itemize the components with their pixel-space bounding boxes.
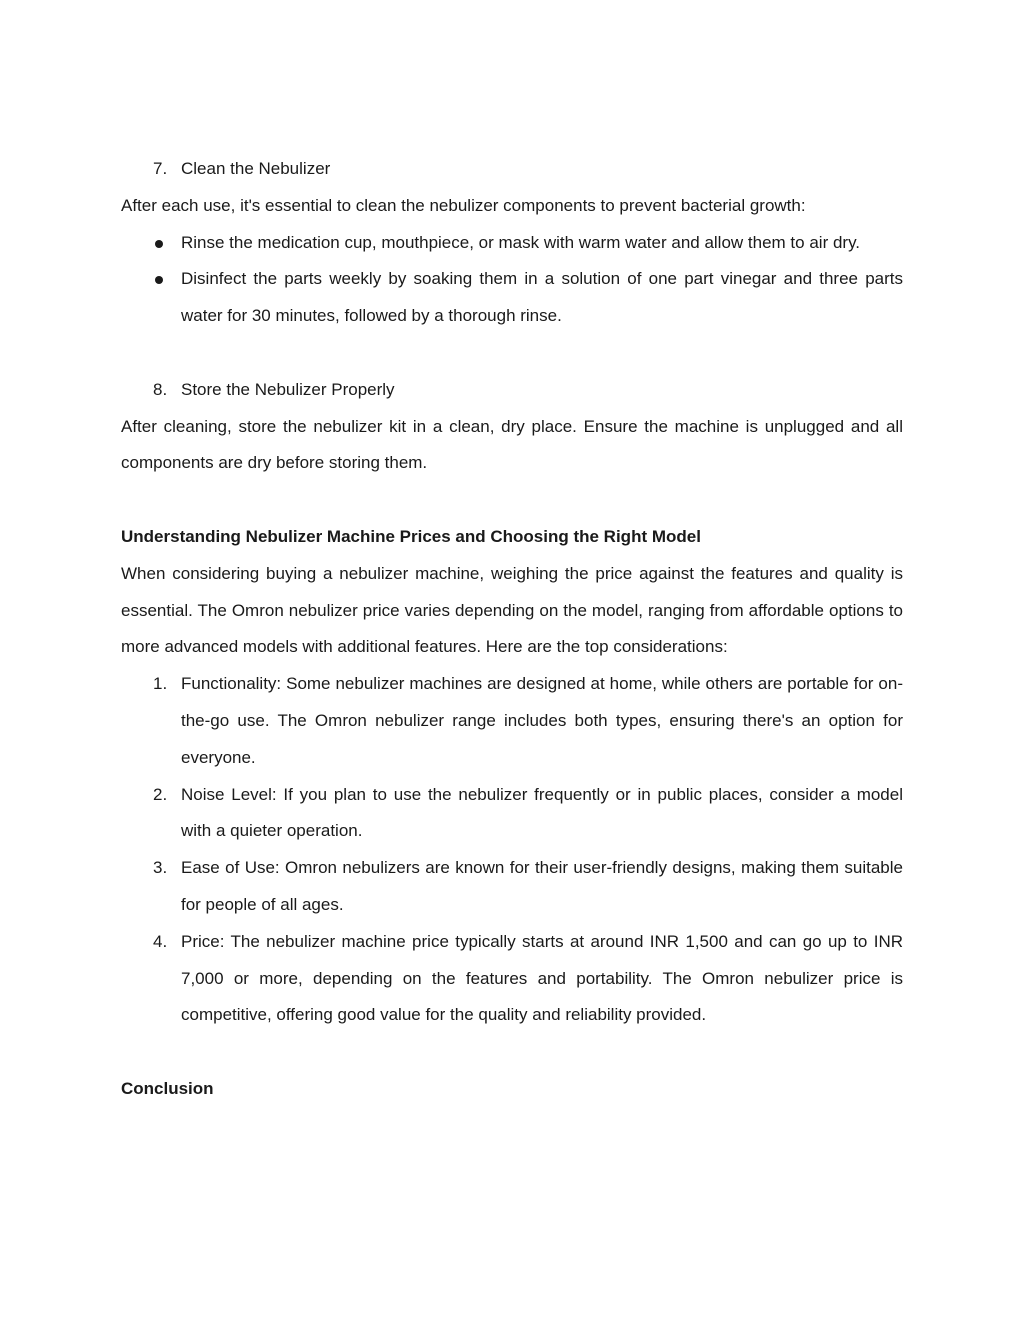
bullet-icon bbox=[121, 225, 181, 262]
spacer bbox=[121, 1034, 903, 1071]
list-item-number: 3. bbox=[153, 858, 168, 878]
list-item-text: Functionality: Some nebulizer machines are designed at home, while others are portable for on-the-go use. The Omron nebulizer range includes both types, ensuring there's an option for everyone. bbox=[181, 674, 903, 767]
list-item bbox=[121, 777, 903, 851]
list-item-text: Price: The nebulizer machine price typically starts at around INR 1,500 and can go up to INR 7,000 or more, depending on the features and portability. The Omron nebulizer price is competitive, offering good value for the quality and reliability provided. bbox=[181, 931, 903, 1025]
step-8-number: 8. bbox=[153, 379, 168, 399]
page-content bbox=[121, 151, 903, 1108]
store-body: After cleaning, store the nebulizer kit in a clean, dry place. Ensure the machine is unplugged and all components are dry before storing them. bbox=[121, 416, 903, 473]
list-item bbox=[121, 924, 903, 1034]
spacer bbox=[121, 335, 903, 372]
bullet-text: Disinfect the parts weekly by soaking them in a solution of one part vinegar and three parts water for 30 minutes, followed by a thorough rinse. bbox=[181, 269, 903, 326]
list-item bbox=[121, 850, 903, 924]
list-item-number: 1. bbox=[153, 674, 168, 694]
prices-heading: Understanding Nebulizer Machine Prices and Choosing the Right Model bbox=[121, 526, 701, 546]
clean-intro: After each use, it's essential to clean the nebulizer components to prevent bacterial growth: bbox=[121, 195, 806, 215]
bullet-item bbox=[121, 225, 903, 262]
list-item-number: 2. bbox=[153, 784, 168, 804]
list-item-text: Ease of Use: Omron nebulizers are known for their user-friendly designs, making them suitable for people of all ages. bbox=[181, 858, 903, 914]
step-7-heading bbox=[121, 151, 903, 188]
bullet-item bbox=[121, 261, 903, 335]
bullet-text: Rinse the medication cup, mouthpiece, or mask with warm water and allow them to air dry. bbox=[181, 232, 861, 252]
bullet-icon bbox=[121, 261, 181, 335]
step-8-heading bbox=[121, 372, 903, 409]
step-7-title: Clean the Nebulizer bbox=[181, 159, 331, 178]
list-item bbox=[121, 666, 903, 776]
list-item-text: Noise Level: If you plan to use the nebulizer frequently or in public places, consider a model with a quieter operation. bbox=[181, 784, 903, 841]
step-8-title: Store the Nebulizer Properly bbox=[181, 379, 395, 399]
conclusion-heading: Conclusion bbox=[121, 1078, 214, 1098]
spacer bbox=[121, 482, 903, 519]
prices-body: When considering buying a nebulizer machine, weighing the price against the features and quality is essential. The Omron nebulizer price varies depending on the model, ranging from affordable options to more advanced models with additional features. Here are the top considerations: bbox=[121, 563, 903, 657]
step-7-number: 7. bbox=[153, 159, 168, 178]
list-item-number: 4. bbox=[153, 931, 168, 951]
